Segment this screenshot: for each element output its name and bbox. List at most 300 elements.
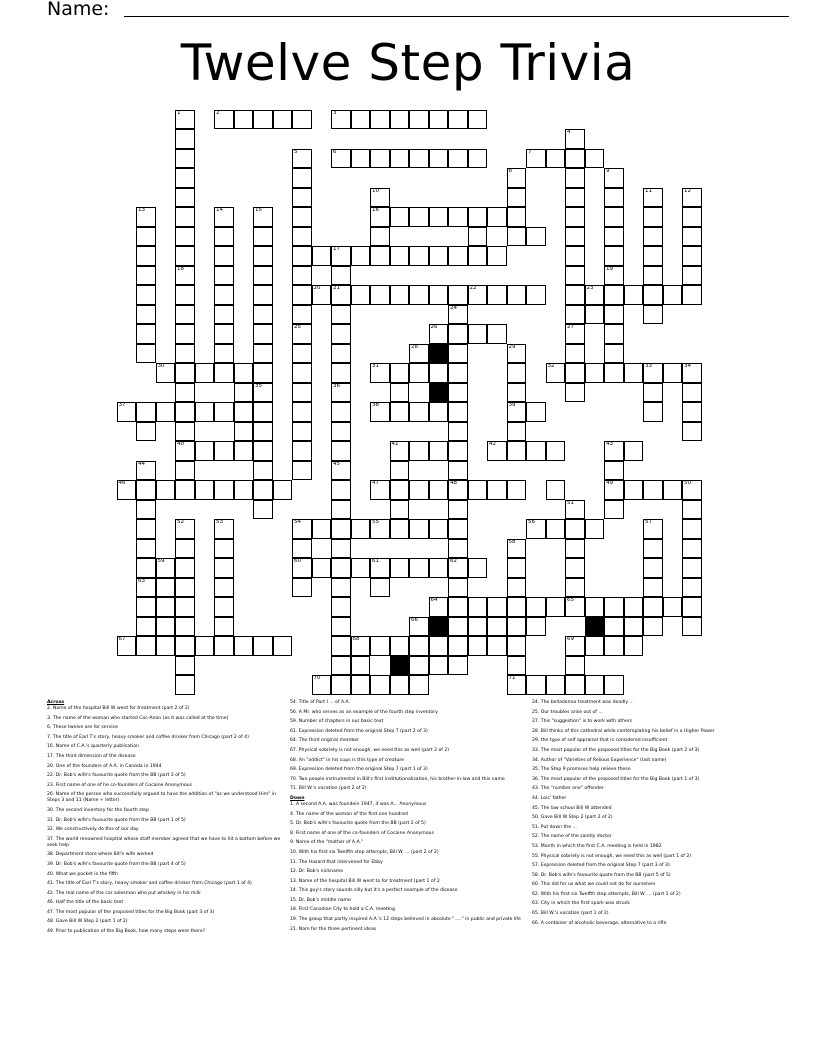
grid-cell[interactable] [546, 597, 566, 617]
grid-cell[interactable] [370, 636, 390, 656]
grid-cell[interactable] [507, 344, 527, 364]
grid-cell[interactable] [487, 324, 507, 344]
grid-cell[interactable] [546, 675, 566, 695]
grid-cell[interactable] [643, 305, 663, 325]
grid-cell[interactable] [214, 363, 234, 383]
grid-cell[interactable] [214, 617, 234, 637]
grid-cell[interactable] [663, 363, 683, 383]
grid-cell[interactable] [585, 363, 605, 383]
grid-cell[interactable] [643, 597, 663, 617]
grid-cell[interactable] [604, 324, 624, 344]
grid-cell[interactable] [448, 402, 468, 422]
grid-cell[interactable] [643, 227, 663, 247]
grid-cell[interactable] [292, 363, 312, 383]
grid-cell[interactable] [136, 227, 156, 247]
grid-cell[interactable] [214, 636, 234, 656]
grid-cell[interactable] [643, 266, 663, 286]
grid-cell[interactable] [429, 656, 449, 676]
grid-cell[interactable] [292, 344, 312, 364]
grid-cell[interactable] [175, 558, 195, 578]
grid-cell[interactable] [175, 110, 195, 130]
grid-cell[interactable] [624, 480, 644, 500]
grid-cell[interactable] [253, 402, 273, 422]
grid-cell[interactable] [136, 461, 156, 481]
grid-cell[interactable] [214, 305, 234, 325]
grid-cell[interactable] [351, 246, 371, 266]
grid-cell[interactable] [331, 461, 351, 481]
grid-cell[interactable] [468, 324, 488, 344]
grid-cell[interactable] [643, 188, 663, 208]
grid-cell[interactable] [331, 480, 351, 500]
grid-cell[interactable] [604, 480, 624, 500]
grid-cell[interactable] [526, 285, 546, 305]
grid-cell[interactable] [156, 558, 176, 578]
grid-cell[interactable] [331, 422, 351, 442]
grid-cell[interactable] [448, 383, 468, 403]
grid-cell[interactable] [351, 656, 371, 676]
grid-cell[interactable] [682, 363, 702, 383]
grid-cell[interactable] [565, 636, 585, 656]
grid-cell[interactable] [234, 636, 254, 656]
grid-cell[interactable] [643, 617, 663, 637]
grid-cell[interactable] [604, 363, 624, 383]
grid-cell[interactable] [429, 207, 449, 227]
grid-cell[interactable] [175, 675, 195, 695]
grid-cell[interactable] [175, 636, 195, 656]
grid-cell[interactable] [487, 597, 507, 617]
grid-cell[interactable] [448, 480, 468, 500]
grid-cell[interactable] [565, 188, 585, 208]
grid-cell[interactable] [175, 149, 195, 169]
grid-cell[interactable] [292, 149, 312, 169]
grid-cell[interactable] [507, 441, 527, 461]
grid-cell[interactable] [409, 617, 429, 637]
grid-cell[interactable] [565, 305, 585, 325]
grid-cell[interactable] [565, 383, 585, 403]
grid-cell[interactable] [409, 344, 429, 364]
grid-cell[interactable] [409, 207, 429, 227]
grid-cell[interactable] [565, 129, 585, 149]
grid-cell[interactable] [643, 285, 663, 305]
grid-cell[interactable] [390, 383, 410, 403]
grid-cell[interactable] [175, 344, 195, 364]
grid-cell[interactable] [409, 656, 429, 676]
grid-cell[interactable] [546, 480, 566, 500]
grid-cell[interactable] [409, 519, 429, 539]
grid-cell[interactable] [331, 363, 351, 383]
grid-cell[interactable] [214, 227, 234, 247]
grid-cell[interactable] [682, 539, 702, 559]
grid-cell[interactable] [409, 149, 429, 169]
grid-cell[interactable] [136, 402, 156, 422]
grid-cell[interactable] [273, 110, 293, 130]
grid-cell[interactable] [175, 129, 195, 149]
grid-cell[interactable] [234, 110, 254, 130]
grid-cell[interactable] [136, 266, 156, 286]
grid-cell[interactable] [351, 110, 371, 130]
grid-cell[interactable] [487, 617, 507, 637]
grid-cell[interactable] [273, 636, 293, 656]
grid-cell[interactable] [214, 480, 234, 500]
grid-cell[interactable] [175, 422, 195, 442]
grid-cell[interactable] [604, 168, 624, 188]
grid-cell[interactable] [565, 656, 585, 676]
grid-cell[interactable] [214, 344, 234, 364]
grid-cell[interactable] [331, 558, 351, 578]
grid-cell[interactable] [175, 617, 195, 637]
grid-cell[interactable] [370, 227, 390, 247]
grid-cell[interactable] [390, 480, 410, 500]
grid-cell[interactable] [487, 480, 507, 500]
grid-cell[interactable] [390, 519, 410, 539]
grid-cell[interactable] [292, 461, 312, 481]
grid-cell[interactable] [370, 402, 390, 422]
grid-cell[interactable] [175, 480, 195, 500]
grid-cell[interactable] [448, 597, 468, 617]
grid-cell[interactable] [604, 597, 624, 617]
grid-cell[interactable] [136, 636, 156, 656]
grid-cell[interactable] [429, 519, 449, 539]
grid-cell[interactable] [604, 636, 624, 656]
grid-cell[interactable] [448, 539, 468, 559]
grid-cell[interactable] [565, 285, 585, 305]
grid-cell[interactable] [390, 285, 410, 305]
grid-cell[interactable] [468, 558, 488, 578]
grid-cell[interactable] [351, 636, 371, 656]
grid-cell[interactable] [370, 110, 390, 130]
grid-cell[interactable] [175, 285, 195, 305]
grid-cell[interactable] [507, 558, 527, 578]
grid-cell[interactable] [331, 578, 351, 598]
grid-cell[interactable] [429, 149, 449, 169]
grid-cell[interactable] [429, 110, 449, 130]
grid-cell[interactable] [195, 636, 215, 656]
grid-cell[interactable] [448, 363, 468, 383]
grid-cell[interactable] [312, 519, 332, 539]
grid-cell[interactable] [448, 636, 468, 656]
grid-cell[interactable] [292, 168, 312, 188]
grid-cell[interactable] [253, 422, 273, 442]
grid-cell[interactable] [643, 578, 663, 598]
grid-cell[interactable] [604, 207, 624, 227]
grid-cell[interactable] [624, 363, 644, 383]
grid-cell[interactable] [175, 402, 195, 422]
grid-cell[interactable] [175, 363, 195, 383]
grid-cell[interactable] [175, 207, 195, 227]
grid-cell[interactable] [448, 519, 468, 539]
grid-cell[interactable] [253, 441, 273, 461]
grid-cell[interactable] [663, 285, 683, 305]
grid-cell[interactable] [136, 480, 156, 500]
grid-cell[interactable] [565, 539, 585, 559]
grid-cell[interactable] [175, 188, 195, 208]
grid-cell[interactable] [370, 149, 390, 169]
grid-cell[interactable] [214, 110, 234, 130]
grid-cell[interactable] [585, 675, 605, 695]
grid-cell[interactable] [253, 344, 273, 364]
grid-cell[interactable] [253, 363, 273, 383]
grid-cell[interactable] [234, 422, 254, 442]
grid-cell[interactable] [585, 597, 605, 617]
grid-cell[interactable] [292, 324, 312, 344]
grid-cell[interactable] [448, 110, 468, 130]
grid-cell[interactable] [292, 519, 312, 539]
grid-cell[interactable] [429, 597, 449, 617]
grid-cell[interactable] [409, 285, 429, 305]
grid-cell[interactable] [156, 617, 176, 637]
grid-cell[interactable] [331, 305, 351, 325]
grid-cell[interactable] [604, 617, 624, 637]
grid-cell[interactable] [546, 441, 566, 461]
grid-cell[interactable] [507, 188, 527, 208]
grid-cell[interactable] [331, 110, 351, 130]
grid-cell[interactable] [370, 285, 390, 305]
grid-cell[interactable] [370, 363, 390, 383]
grid-cell[interactable] [253, 461, 273, 481]
grid-cell[interactable] [624, 597, 644, 617]
grid-cell[interactable] [565, 558, 585, 578]
grid-cell[interactable] [234, 402, 254, 422]
grid-cell[interactable] [292, 383, 312, 403]
grid-cell[interactable] [331, 617, 351, 637]
grid-cell[interactable] [331, 402, 351, 422]
grid-cell[interactable] [487, 285, 507, 305]
grid-cell[interactable] [682, 422, 702, 442]
grid-cell[interactable] [565, 246, 585, 266]
grid-cell[interactable] [448, 246, 468, 266]
grid-cell[interactable] [331, 500, 351, 520]
grid-cell[interactable] [331, 539, 351, 559]
grid-cell[interactable] [292, 188, 312, 208]
grid-cell[interactable] [370, 558, 390, 578]
grid-cell[interactable] [585, 285, 605, 305]
grid-cell[interactable] [604, 305, 624, 325]
grid-cell[interactable] [468, 285, 488, 305]
grid-cell[interactable] [643, 519, 663, 539]
grid-cell[interactable] [487, 441, 507, 461]
grid-cell[interactable] [292, 539, 312, 559]
grid-cell[interactable] [546, 519, 566, 539]
grid-cell[interactable] [565, 519, 585, 539]
grid-cell[interactable] [175, 656, 195, 676]
grid-cell[interactable] [429, 246, 449, 266]
grid-cell[interactable] [156, 402, 176, 422]
grid-cell[interactable] [253, 227, 273, 247]
grid-cell[interactable] [312, 675, 332, 695]
grid-cell[interactable] [390, 246, 410, 266]
grid-cell[interactable] [156, 578, 176, 598]
grid-cell[interactable] [429, 480, 449, 500]
grid-cell[interactable] [331, 636, 351, 656]
grid-cell[interactable] [370, 480, 390, 500]
grid-cell[interactable] [565, 227, 585, 247]
grid-cell[interactable] [682, 285, 702, 305]
grid-cell[interactable] [390, 558, 410, 578]
grid-cell[interactable] [136, 500, 156, 520]
grid-cell[interactable] [351, 285, 371, 305]
grid-cell[interactable] [565, 578, 585, 598]
grid-cell[interactable] [643, 383, 663, 403]
grid-cell[interactable] [682, 597, 702, 617]
grid-cell[interactable] [624, 636, 644, 656]
grid-cell[interactable] [507, 207, 527, 227]
grid-cell[interactable] [136, 617, 156, 637]
grid-cell[interactable] [682, 480, 702, 500]
grid-cell[interactable] [604, 246, 624, 266]
grid-cell[interactable] [136, 207, 156, 227]
grid-cell[interactable] [331, 266, 351, 286]
grid-cell[interactable] [136, 305, 156, 325]
grid-cell[interactable] [643, 480, 663, 500]
grid-cell[interactable] [643, 539, 663, 559]
grid-cell[interactable] [175, 266, 195, 286]
grid-cell[interactable] [390, 110, 410, 130]
grid-cell[interactable] [448, 324, 468, 344]
grid-cell[interactable] [390, 441, 410, 461]
grid-cell[interactable] [468, 207, 488, 227]
grid-cell[interactable] [351, 675, 371, 695]
grid-cell[interactable] [624, 285, 644, 305]
grid-cell[interactable] [487, 207, 507, 227]
grid-cell[interactable] [663, 597, 683, 617]
grid-cell[interactable] [214, 539, 234, 559]
grid-cell[interactable] [175, 168, 195, 188]
grid-cell[interactable] [507, 363, 527, 383]
grid-cell[interactable] [253, 207, 273, 227]
grid-cell[interactable] [604, 344, 624, 364]
grid-cell[interactable] [429, 441, 449, 461]
grid-cell[interactable] [507, 402, 527, 422]
grid-cell[interactable] [448, 344, 468, 364]
grid-cell[interactable] [331, 344, 351, 364]
grid-cell[interactable] [351, 519, 371, 539]
grid-cell[interactable] [312, 558, 332, 578]
grid-cell[interactable] [468, 597, 488, 617]
grid-cell[interactable] [604, 441, 624, 461]
grid-cell[interactable] [643, 558, 663, 578]
grid-cell[interactable] [390, 675, 410, 695]
grid-cell[interactable] [331, 149, 351, 169]
grid-cell[interactable] [429, 285, 449, 305]
grid-cell[interactable] [292, 227, 312, 247]
grid-cell[interactable] [565, 207, 585, 227]
grid-cell[interactable] [448, 207, 468, 227]
grid-cell[interactable] [682, 227, 702, 247]
grid-cell[interactable] [136, 246, 156, 266]
grid-cell[interactable] [409, 363, 429, 383]
grid-cell[interactable] [136, 578, 156, 598]
grid-cell[interactable] [331, 597, 351, 617]
grid-cell[interactable] [234, 383, 254, 403]
grid-cell[interactable] [175, 578, 195, 598]
grid-cell[interactable] [526, 227, 546, 247]
grid-cell[interactable] [370, 675, 390, 695]
grid-cell[interactable] [643, 207, 663, 227]
grid-cell[interactable] [214, 285, 234, 305]
grid-cell[interactable] [585, 149, 605, 169]
grid-cell[interactable] [682, 383, 702, 403]
grid-cell[interactable] [409, 246, 429, 266]
grid-cell[interactable] [175, 246, 195, 266]
grid-cell[interactable] [565, 344, 585, 364]
grid-cell[interactable] [409, 675, 429, 695]
grid-cell[interactable] [136, 558, 156, 578]
grid-cell[interactable] [390, 363, 410, 383]
grid-cell[interactable] [390, 636, 410, 656]
grid-cell[interactable] [604, 227, 624, 247]
grid-cell[interactable] [175, 305, 195, 325]
grid-cell[interactable] [351, 558, 371, 578]
grid-cell[interactable] [175, 383, 195, 403]
name-blank[interactable] [124, 16, 789, 17]
grid-cell[interactable] [370, 207, 390, 227]
grid-cell[interactable] [565, 168, 585, 188]
grid-cell[interactable] [156, 480, 176, 500]
grid-cell[interactable] [175, 519, 195, 539]
grid-cell[interactable] [448, 422, 468, 442]
grid-cell[interactable] [331, 519, 351, 539]
grid-cell[interactable] [175, 227, 195, 247]
grid-cell[interactable] [214, 246, 234, 266]
grid-cell[interactable] [526, 597, 546, 617]
grid-cell[interactable] [448, 656, 468, 676]
grid-cell[interactable] [565, 324, 585, 344]
grid-cell[interactable] [136, 285, 156, 305]
grid-cell[interactable] [448, 500, 468, 520]
grid-cell[interactable] [117, 636, 137, 656]
grid-cell[interactable] [604, 285, 624, 305]
grid-cell[interactable] [409, 480, 429, 500]
grid-cell[interactable] [565, 675, 585, 695]
grid-cell[interactable] [370, 519, 390, 539]
grid-cell[interactable] [117, 480, 137, 500]
grid-cell[interactable] [682, 617, 702, 637]
grid-cell[interactable] [175, 324, 195, 344]
grid-cell[interactable] [331, 675, 351, 695]
grid-cell[interactable] [175, 597, 195, 617]
grid-cell[interactable] [507, 656, 527, 676]
grid-cell[interactable] [370, 578, 390, 598]
grid-cell[interactable] [448, 578, 468, 598]
grid-cell[interactable] [585, 519, 605, 539]
grid-cell[interactable] [214, 441, 234, 461]
grid-cell[interactable] [526, 149, 546, 169]
grid-cell[interactable] [234, 363, 254, 383]
grid-cell[interactable] [351, 149, 371, 169]
grid-cell[interactable] [448, 558, 468, 578]
grid-cell[interactable] [624, 441, 644, 461]
grid-cell[interactable] [136, 422, 156, 442]
grid-cell[interactable] [292, 422, 312, 442]
grid-cell[interactable] [156, 636, 176, 656]
grid-cell[interactable] [292, 285, 312, 305]
grid-cell[interactable] [682, 500, 702, 520]
grid-cell[interactable] [487, 246, 507, 266]
grid-cell[interactable] [682, 402, 702, 422]
grid-cell[interactable] [429, 558, 449, 578]
grid-cell[interactable] [448, 285, 468, 305]
grid-cell[interactable] [682, 188, 702, 208]
grid-cell[interactable] [468, 246, 488, 266]
grid-cell[interactable] [585, 305, 605, 325]
grid-cell[interactable] [156, 363, 176, 383]
grid-cell[interactable] [565, 500, 585, 520]
grid-cell[interactable] [331, 656, 351, 676]
grid-cell[interactable] [117, 402, 137, 422]
grid-cell[interactable] [292, 578, 312, 598]
grid-cell[interactable] [682, 519, 702, 539]
grid-cell[interactable] [390, 461, 410, 481]
